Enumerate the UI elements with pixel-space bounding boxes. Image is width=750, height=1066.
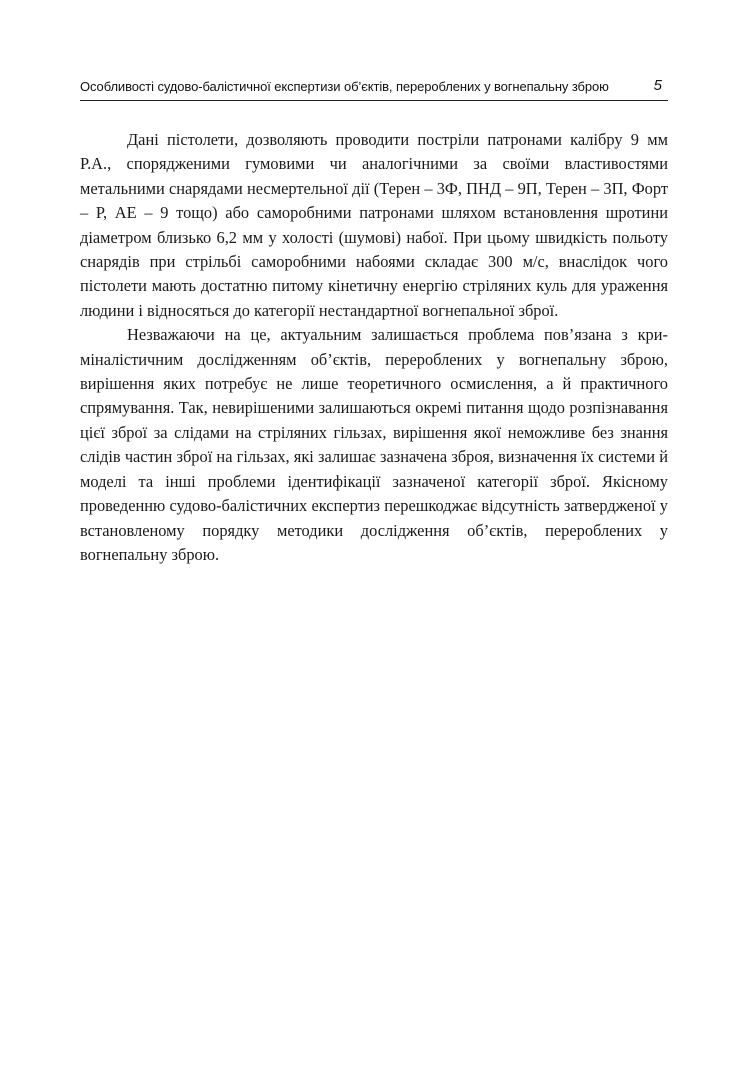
running-header-title: Особливості судово-балістичної експертизи об’єктів, перероблених у вогнепальну зброю (80, 79, 609, 94)
paragraph-1: Дані пістолети, дозволяють проводити постріли патронами калібру 9 мм Р.А., спорядженими гумовими чи аналогічними за своїми властивостями метальними снарядами несмертельної дії (Терен – 3Ф, ПНД – 9П, Терен – 3П, Форт – Р, АЕ – 9 тощо) або саморобними патронами шляхом встановлення шротини діаметром близько 6,2 мм у холості (шумові) набої. При цьому швидкість польоту снарядів при стрільбі саморобними набоями складає 300 м/с, внаслідок чого пістолети мають достатню питому кінетичну енергію стріляних куль для ураження людини і відносяться до категорії нестандартної вогнепальної зброї. (80, 130, 668, 320)
page-number: 5 (653, 77, 662, 94)
paragraph-2: Незважаючи на це, актуальним залишається проблема пов’язана з криміналістичним дослідженням об’єктів, перероблених у вогнепальну зброю, вирішення яких потребує не лише теоретичного осмислення, а й практичного спрямування. Так, невирішеними залишаються окремі питання щодо розпізнавання цієї зброї за слідами на стріляних гільзах, вирішення якої неможливе без знання слідів частин зброї на гільзах, які залишає зазначена зброя, визначення їх системи й моделі та інші проблеми ідентифікації зазначеної категорії зброї. Якісному проведенню судово-балістичних експертиз перешкоджає відсутність затвердженої у встановленому порядку методики дослідження об’єктів, перероблених у вогнепальну зброю. (80, 325, 668, 564)
running-header (80, 76, 668, 101)
body-text (80, 128, 668, 567)
